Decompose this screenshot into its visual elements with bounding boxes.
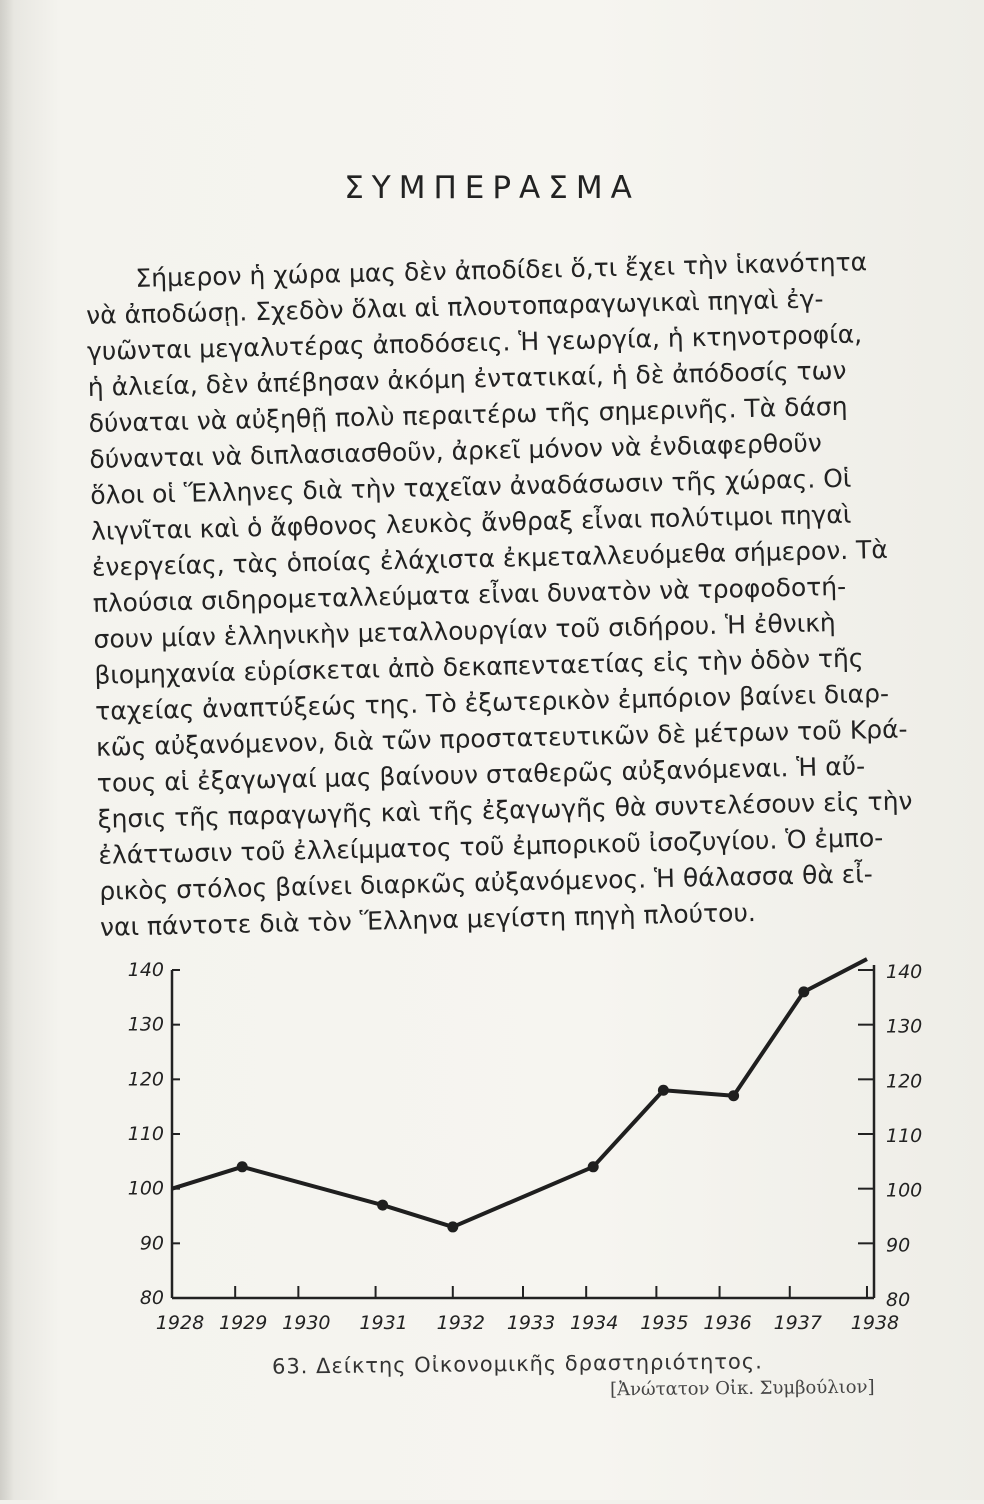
data-point xyxy=(798,986,809,997)
x-tick-label: 1929 xyxy=(219,1312,268,1334)
data-point xyxy=(588,1161,599,1172)
page-title: ΣΥΜΠΕΡΑΣΜΑ xyxy=(344,170,640,206)
data-point xyxy=(658,1085,669,1096)
text-line: γυῶνται μεγαλυτέρας ἀποδόσεις. Ἡ γεωργία, ἡ κτηνοτροφία, xyxy=(86,319,863,366)
x-tick-label: 1934 xyxy=(570,1312,619,1334)
x-tick-label: 1935 xyxy=(640,1312,689,1334)
text-line: δύνανται νὰ διπλασιασθοῦν, ἀρκεῖ μόνον νὰ ἐνδιαφερθοῦν xyxy=(89,428,823,474)
x-tick-label: 1928 xyxy=(155,1312,205,1334)
x-tick-label: 1938 xyxy=(850,1312,900,1334)
data-point xyxy=(377,1200,388,1211)
text-line: βιομηχανία εὑρίσκεται ἀπὸ δεκαπενταετίας εἰς τὴν ὁδὸν τῆς xyxy=(94,643,864,690)
data-point xyxy=(237,1161,248,1172)
text-line: ὅλοι οἱ Ἕλληνες διὰ τὴν ταχεῖαν ἀναδάσωσιν τῆς χώρας. Οἱ xyxy=(89,463,852,510)
figure-caption: 63. Δείκτης Οἰκονομικῆς δραστηριότητος. xyxy=(271,1349,763,1379)
left-tick-label: 80 xyxy=(139,1287,164,1309)
left-tick-label: 90 xyxy=(139,1232,164,1255)
text-line: νὰ ἀποδώσῃ. Σχεδὸν ὅλαι αἱ πλουτοπαραγωγικαὶ πηγαὶ ἐγ- xyxy=(85,284,824,330)
text-line: λιγνῖται καὶ ὁ ἄφθονος λευκὸς ἄνθραξ εἶναι πολύτιμοι πηγαὶ xyxy=(90,499,852,546)
text-line: ταχείας ἀναπτύξεώς της. Τὸ ἐξωτερικὸν ἐμπόριον βαίνει διαρ- xyxy=(94,678,890,726)
text-line: ξησις τῆς παραγωγῆς καὶ τῆς ἐξαγωγῆς θὰ συντελέσουν εἰς τὴν xyxy=(97,786,913,834)
text-line: ἡ ἀλιεία, δὲν ἀπέβησαν ἀκόμη ἐντατικαί, ἡ δὲ ἀπόδοσίς των xyxy=(87,355,847,402)
left-tick-label: 110 xyxy=(127,1123,164,1145)
series-line xyxy=(172,959,867,1227)
x-tick-label: 1937 xyxy=(773,1312,822,1334)
data-point xyxy=(728,1090,739,1101)
text-line: ρικὸς στόλος βαίνει διαρκῶς αὐξανόμενος. Ἡ θάλασσα θὰ εἶ- xyxy=(98,859,874,906)
left-tick-label: 140 xyxy=(127,959,164,981)
x-tick-label: 1931 xyxy=(359,1312,408,1334)
x-tick-label: 1933 xyxy=(506,1312,556,1334)
figure-source: [Ἀνώτατον Οἰκ. Συμβούλιον] xyxy=(609,1376,875,1401)
x-tick-label: 1932 xyxy=(436,1312,485,1334)
data-point xyxy=(447,1221,458,1232)
text-line: ἐνεργείας, τὰς ὁποίας ἐλάχιστα ἐκμεταλλευόμεθα σήμερον. Τὰ xyxy=(91,534,889,582)
right-tick-label: 140 xyxy=(886,961,923,983)
text-line: δύναται νὰ αὐξηθῇ πολὺ περαιτέρω τῆς σημερινῆς. Τὰ δάση xyxy=(88,391,848,438)
right-tick-label: 110 xyxy=(886,1125,923,1147)
text-line: πλούσια σιδηρομεταλλεύματα εἶναι δυνατὸν νὰ τροφοδοτή- xyxy=(92,571,847,618)
text-line: Σήμερον ἡ χώρα μας δὲν ἀποδίδει ὅ,τι ἔχει τὴν ἱκανότητα xyxy=(135,247,868,293)
right-tick-label: 130 xyxy=(886,1015,923,1038)
x-tick-label: 1930 xyxy=(282,1312,331,1334)
left-tick-label: 120 xyxy=(127,1068,164,1091)
text-line: κῶς αὐξανόμενον, διὰ τῶν προστατευτικῶν δὲ μέτρων τοῦ Κρά- xyxy=(95,714,908,762)
left-tick-label: 130 xyxy=(127,1013,164,1036)
left-tick-label: 100 xyxy=(127,1177,164,1200)
text-line: σουν μίαν ἑλληνικὴν μεταλλουργίαν τοῦ σιδήρου. Ἡ ἐθνικὴ xyxy=(93,608,837,654)
text-line: ἐλάττωσιν τοῦ ἐλλείμματος τοῦ ἐμπορικοῦ ἰσοζυγίου. Ὁ ἐμπο- xyxy=(98,823,884,870)
right-tick-label: 90 xyxy=(886,1234,911,1257)
right-tick-label: 80 xyxy=(886,1289,911,1311)
text-line: ναι πάντοτε διὰ τὸν Ἕλληνα μεγίστη πηγὴ πλούτου. xyxy=(99,897,757,942)
right-tick-label: 100 xyxy=(886,1179,923,1202)
right-tick-label: 120 xyxy=(886,1070,923,1093)
x-tick-label: 1936 xyxy=(703,1312,752,1334)
text-line: τους αἱ ἐξαγωγαί μας βαίνουν σταθερῶς αὐξανόμεναι. Ἡ αὔ- xyxy=(96,751,866,798)
